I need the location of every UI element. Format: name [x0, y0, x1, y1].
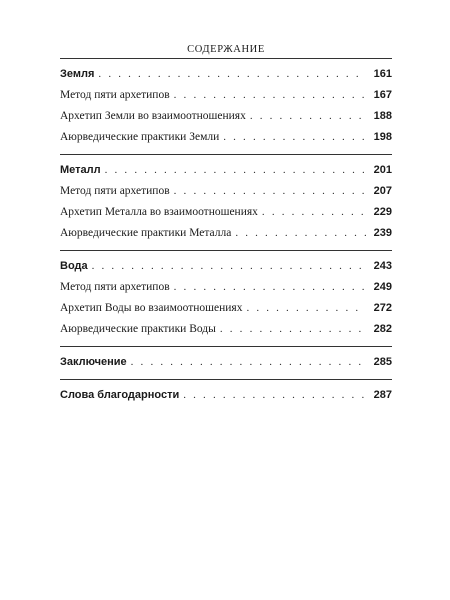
section-divider [60, 250, 392, 251]
toc-entry[interactable] [60, 319, 392, 340]
toc-page-number: 272 [373, 302, 392, 314]
toc-entry[interactable] [60, 298, 392, 319]
toc-page-number: 282 [373, 323, 392, 335]
toc-section-water[interactable] [60, 256, 392, 277]
leader-dots [220, 319, 366, 340]
leader-dots [92, 256, 366, 277]
leader-dots [262, 202, 366, 223]
toc-section-title: Земля [60, 68, 95, 80]
toc-page-number: 161 [373, 68, 392, 80]
leader-dots [183, 385, 366, 406]
toc-entry[interactable] [60, 223, 392, 244]
toc-entry-title: Аюрведические практики Металла [60, 227, 232, 239]
toc-entry-title: Метод пяти архетипов [60, 89, 170, 101]
toc-section-title: Вода [60, 260, 88, 272]
leader-dots [174, 181, 366, 202]
toc-section-title: Заключение [60, 356, 127, 368]
toc-section-conclusion[interactable] [60, 352, 392, 373]
toc-entry[interactable] [60, 127, 392, 148]
toc-page-number: 201 [373, 164, 392, 176]
toc-page-number: 229 [373, 206, 392, 218]
leader-dots [246, 298, 366, 319]
toc-section-earth[interactable] [60, 64, 392, 85]
toc-section-title: Слова благодарности [60, 389, 180, 401]
leader-dots [223, 127, 366, 148]
toc-entry[interactable] [60, 106, 392, 127]
toc-page-number: 239 [373, 227, 392, 239]
running-head-title: СОДЕРЖАНИЕ [187, 44, 265, 55]
toc-page-number: 243 [373, 260, 392, 272]
toc-entry-title: Метод пяти архетипов [60, 185, 170, 197]
toc-section-acknowledgements[interactable] [60, 385, 392, 406]
leader-dots [98, 64, 366, 85]
toc-page-number: 167 [373, 89, 392, 101]
toc-page-number: 188 [373, 110, 392, 122]
header-rule [60, 58, 392, 59]
leader-dots [174, 277, 366, 298]
toc-page-number: 207 [373, 185, 392, 197]
section-divider [60, 346, 392, 347]
leader-dots [131, 352, 366, 373]
leader-dots [250, 106, 366, 127]
leader-dots [235, 223, 366, 244]
leader-dots [174, 85, 366, 106]
toc-entry-title: Аюрведические практики Земли [60, 131, 220, 143]
toc-entry-title: Аюрведические практики Воды [60, 323, 216, 335]
toc-section-metal[interactable] [60, 160, 392, 181]
toc-entry-title: Архетип Воды во взаимоотношениях [60, 302, 243, 314]
toc-entry[interactable] [60, 85, 392, 106]
toc-entry[interactable] [60, 181, 392, 202]
book-page [60, 0, 392, 600]
toc-section-title: Металл [60, 164, 101, 176]
section-divider [60, 379, 392, 380]
toc-page-number: 198 [373, 131, 392, 143]
toc-entry[interactable] [60, 202, 392, 223]
toc-page-number: 249 [373, 281, 392, 293]
toc-entry-title: Метод пяти архетипов [60, 281, 170, 293]
toc-entry-title: Архетип Земли во взаимоотношениях [60, 110, 246, 122]
toc-page-number: 285 [373, 356, 392, 368]
table-of-contents [60, 64, 392, 406]
toc-entry[interactable] [60, 277, 392, 298]
leader-dots [105, 160, 366, 181]
section-divider [60, 154, 392, 155]
toc-entry-title: Архетип Металла во взаимоотношениях [60, 206, 258, 218]
toc-page-number: 287 [373, 389, 392, 401]
